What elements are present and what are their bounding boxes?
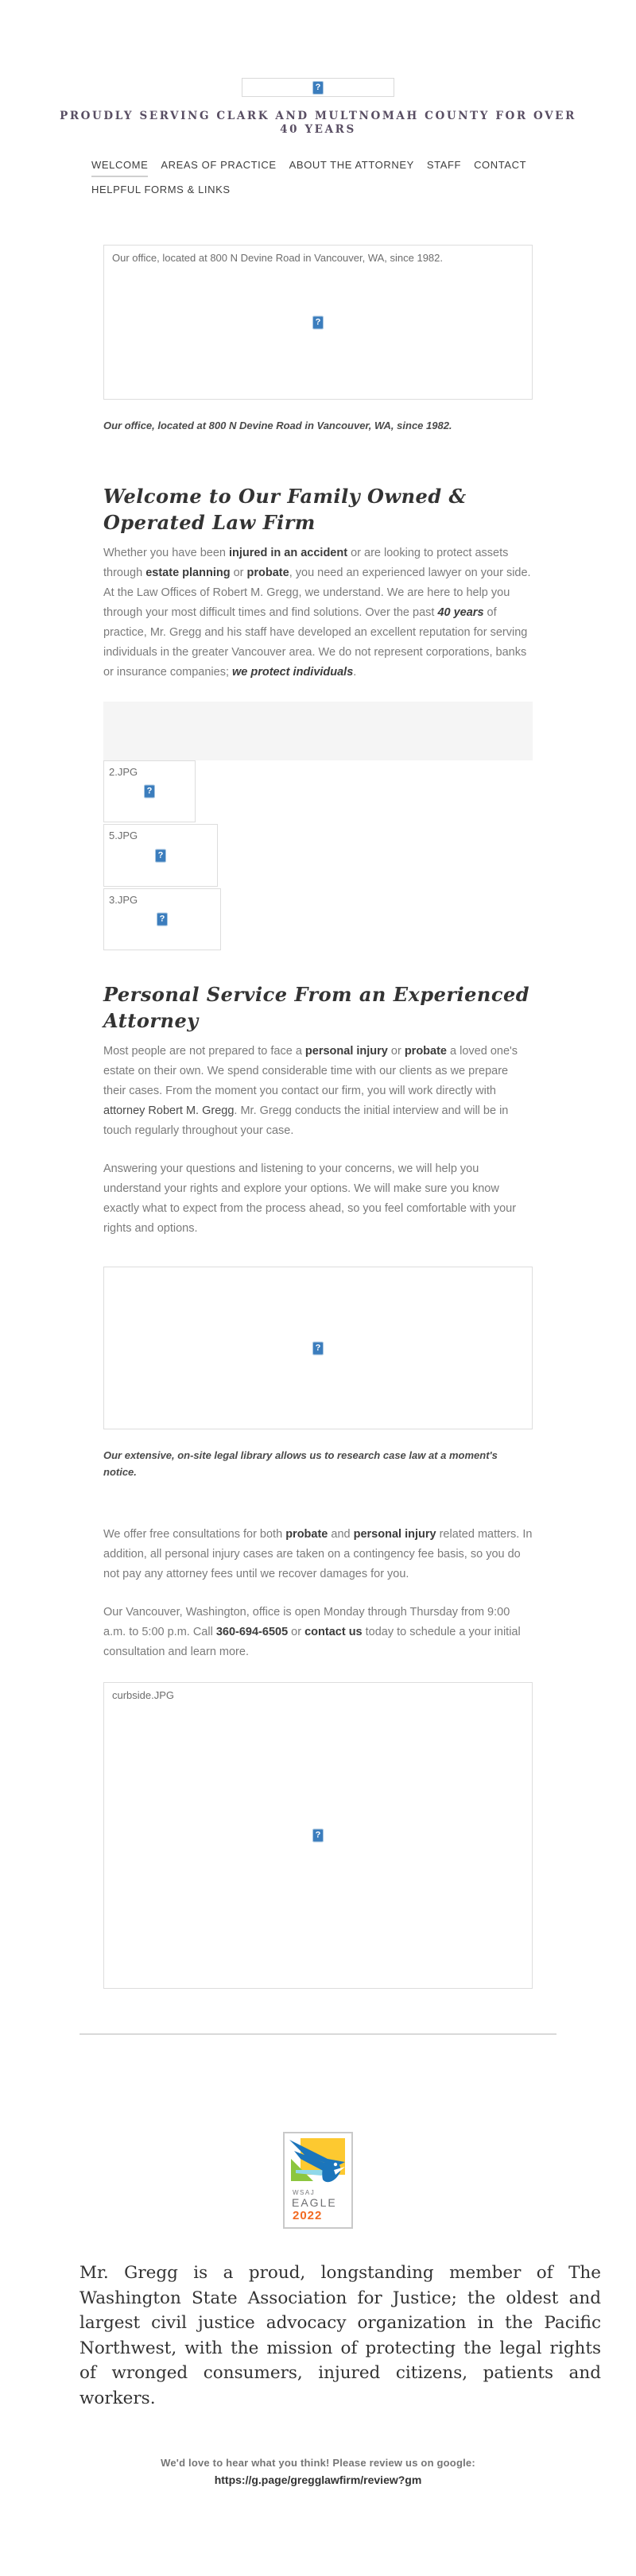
footer <box>0 2457 636 2534</box>
library-photo-caption: Our extensive, on-site legal library allows us to research case law at a moment's notice. <box>103 1449 498 1478</box>
google-review-link[interactable]: https://g.page/gregglawfirm/review?gm <box>214 2474 422 2486</box>
text-segment: related matters. In addition, all personal injury cases are taken on a contingency fee basis, so you do not pay any attorney fees until we recover damages for you. <box>103 1528 533 1580</box>
personal-service-paragraph-1 <box>103 1042 533 1141</box>
gallery-thumb-broken-image[interactable] <box>103 888 221 950</box>
broken-image-icon: ? <box>312 1341 324 1355</box>
inline-link[interactable]: probate <box>246 567 289 579</box>
nav-item-staff[interactable]: STAFF <box>426 159 462 171</box>
text-segment: or <box>230 567 247 579</box>
text-segment: We offer free consultations for both <box>103 1528 286 1541</box>
broken-image-icon: ? <box>157 913 168 926</box>
gallery-thumb-alt-text: 5.JPG <box>109 830 138 841</box>
text-segment: , you need an experienced lawyer on your side. At the Law Offices of Robert M. Gregg, we understand. We are here to help you through your most difficult times and find solutions. Over the past <box>103 567 531 619</box>
office-photo-alt-text: Our office, located at 800 N Devine Road in Vancouver, WA, since 1982. <box>112 252 443 264</box>
broken-image-icon: ? <box>312 315 324 329</box>
gallery-thumb-broken-image[interactable] <box>103 760 196 822</box>
badge-year-label: 2022 <box>293 2209 323 2222</box>
broken-image-icon: ? <box>312 81 324 95</box>
library-photo-broken-image <box>103 1267 533 1429</box>
text-segment: . Mr. Gregg conducts the initial interview and will be in touch regularly throughout your case. <box>103 1104 509 1137</box>
header <box>0 78 636 200</box>
text-segment: Most people are not prepared to face a <box>103 1045 305 1058</box>
eagle-logo-icon <box>289 2138 345 2187</box>
text-segment: and <box>328 1528 354 1541</box>
content-column <box>103 245 533 1989</box>
badge-award-label: EAGLE <box>292 2196 337 2209</box>
badge-org-label: WSAJ <box>293 2189 316 2196</box>
logo-broken-image <box>242 78 394 97</box>
curbside-photo-alt-text: curbside.JPG <box>112 1689 175 1701</box>
text-segment: we protect individuals <box>232 666 354 679</box>
nav-item-contact[interactable]: CONTACT <box>474 159 527 171</box>
review-prompt: We'd love to hear what you think! Please review us on google: <box>161 2457 475 2469</box>
gallery-thumb-broken-image[interactable] <box>103 824 218 887</box>
nav-item-areas-of-practice[interactable]: AREAS OF PRACTICE <box>161 159 277 171</box>
nav-item-helpful-forms-links[interactable]: HELPFUL FORMS & LINKS <box>91 184 231 195</box>
text-segment: today to schedule a your initial consultation and learn more. <box>103 1626 521 1658</box>
inline-link[interactable]: personal injury <box>304 1045 388 1058</box>
text-segment: or <box>288 1626 305 1638</box>
text-segment: . <box>353 666 357 679</box>
personal-service-paragraph-2: Answering your questions and listening to your concerns, we will help you understand your rights and explore your options. We will make sure you know exactly what to expect from the process ahead, so you feel comfortable with your rights and options. <box>103 1162 517 1235</box>
gallery-thumb-alt-text: 2.JPG <box>109 766 138 778</box>
broken-image-icon: ? <box>144 785 155 799</box>
text-segment: Whether you have been <box>103 547 229 559</box>
inline-link[interactable]: injured in an accident <box>229 547 348 559</box>
office-photo-broken-image <box>103 245 533 400</box>
text-segment: probate <box>285 1528 328 1541</box>
banner-placeholder <box>103 702 533 760</box>
welcome-heading: Welcome to Our Family Owned & Operated Law Firm <box>103 485 467 534</box>
membership-statement: Mr. Gregg is a proud, longstanding member of The Washington State Association for Justice; the oldest and largest civil justice advocacy organization in the Pacific Northwest, with the mission of protecting the legal rights of wronged consumers, injured citizens, patients and workers. <box>80 2263 601 2408</box>
welcome-paragraph <box>103 543 533 683</box>
inline-link[interactable]: estate planning <box>145 567 231 579</box>
text-segment: personal injury <box>353 1528 436 1541</box>
hours-paragraph <box>103 1603 533 1662</box>
main-nav <box>91 159 537 200</box>
consultation-paragraph <box>103 1525 533 1584</box>
text-segment: 40 years <box>437 606 484 619</box>
office-photo-caption: Our office, located at 800 N Devine Road in Vancouver, WA, since 1982. <box>103 420 452 431</box>
section-divider <box>80 2033 556 2035</box>
inline-link[interactable]: 360-694-6505 <box>215 1626 289 1638</box>
wsaj-eagle-badge <box>283 2132 353 2229</box>
broken-image-icon: ? <box>312 1829 324 1843</box>
inline-link[interactable]: probate <box>404 1045 447 1058</box>
nav-item-about-the-attorney[interactable]: ABOUT THE ATTORNEY <box>289 159 414 171</box>
broken-image-icon: ? <box>155 849 166 862</box>
text-segment: of practice, Mr. Gregg and his staff have developed an excellent reputation for serving individuals in the greater Vancouver area. We do not represent corporations, banks or insurance companies; <box>103 606 528 679</box>
curbside-photo-broken-image <box>103 1682 533 1989</box>
gallery-thumb-alt-text: 3.JPG <box>109 894 138 906</box>
text-segment: Our Vancouver, Washington, office is open Monday through Thursday from 9:00 a.m. to 5:00 p.m. Call <box>103 1606 510 1638</box>
nav-item-welcome[interactable]: WELCOME <box>91 159 148 177</box>
text-segment: a loved one's estate on their own. We spend considerable time with our clients as we prepare their cases. From the moment you contact our firm, you will work directly with <box>103 1045 518 1097</box>
text-segment: or <box>387 1045 405 1058</box>
text-segment: or are looking to protect assets through <box>103 547 509 579</box>
personal-service-heading: Personal Service From an Experienced Attorney <box>103 983 530 1032</box>
inline-link[interactable]: attorney Robert M. Gregg <box>103 1104 235 1117</box>
tagline: PROUDLY SERVING CLARK AND MULTNOMAH COUNTY FOR OVER 40 YEARS <box>60 110 576 136</box>
inline-link[interactable]: contact us <box>304 1626 363 1638</box>
